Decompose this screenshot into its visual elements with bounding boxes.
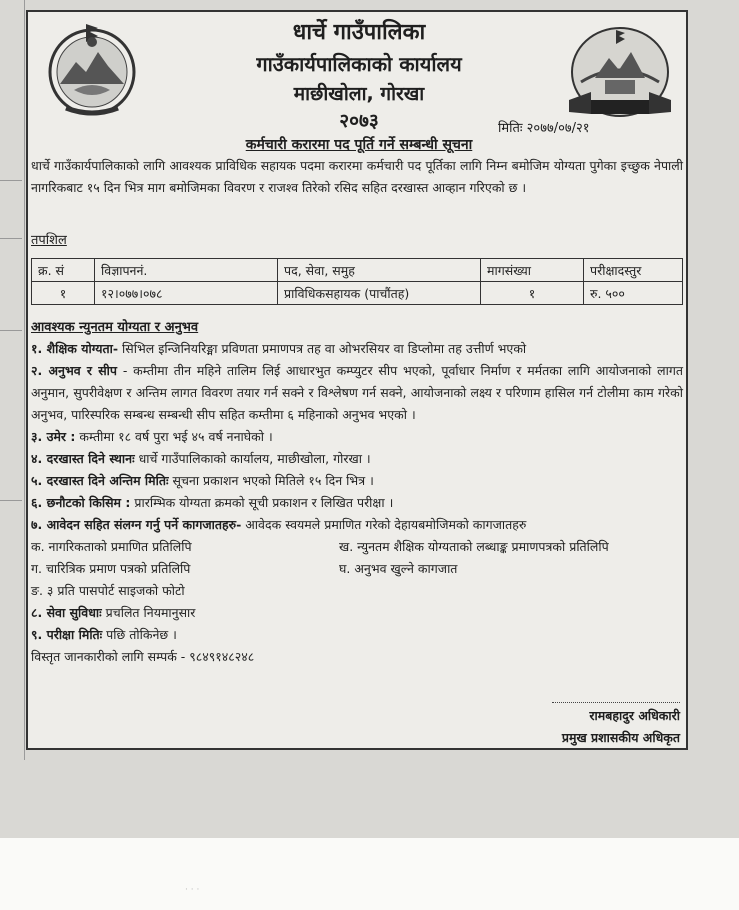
document-item: ङ. ३ प्रति पासपोर्ट साइजको फोटो	[31, 583, 185, 598]
table-cell: रु. ५००	[584, 282, 683, 305]
item-label: ७. आवेदन सहित संलग्न गर्नु पर्ने कागजातहरु-	[31, 517, 242, 532]
item-text: - कम्तीमा तीन महिने तालिम लिई आधारभुत कम्प्युटर सीप भएको, पूर्वाधार निर्माण र मर्मतका लागि आयोजनाको लागत अनुमान, सुपरीवेक्षण र अन्तिम लागत विवरण तयार गर्न सक्ने र विश्लेषण गर्न सक्ने, आयोजनाको लक्ष्य र परिणाम हासिल गर्न टोलीमा काम गरेको अनुभव, पारिस्परिक सम्बन्ध सम्बन्धी सीप सहित कम्तीमा ६ महिनाको अनुभव भएको ।	[31, 363, 683, 422]
table-header-row	[32, 259, 683, 282]
list-item	[31, 338, 683, 360]
item-label: १. शैक्षिक योग्यता-	[31, 341, 119, 356]
item-text: प्रारम्भिक योग्यता क्रमको सूची प्रकाशन र लिखित परीक्षा ।	[130, 495, 394, 510]
office-address: माछीखोला, गोरखा	[293, 83, 425, 105]
item-label: ८. सेवा सुविधाः	[31, 605, 102, 620]
item-text: कम्तीमा १८ वर्ष पुरा भई ४५ वर्ष ननाघेको ।	[75, 429, 273, 444]
list-item	[31, 624, 683, 646]
table-cell: १	[481, 282, 584, 305]
qualification-section-title: आवश्यक न्युनतम योग्यता र अनुभव	[31, 320, 199, 335]
established-year: २०७३	[339, 110, 379, 132]
item-label: ९. परीक्षा मितिः	[31, 627, 103, 642]
item-label: ३. उमेर :	[31, 429, 76, 444]
signatory-title: प्रमुख प्रशासकीय अधिकृत	[561, 730, 680, 745]
intro-paragraph: धार्चे गाउँकार्यपालिकाको लागि आवश्यक प्राविधिक सहायक पदमा करारमा कर्मचारी पद पूर्तिका लागि निम्न बमोजिम योग्यता पुगेका इच्छुक नेपाली नागरिकबाट १५ दिन भित्र माग बमोजिमका विवरण र राजश्व तिरेको रसिद सहित दरखास्त आव्हान गरिएको छ ।	[31, 158, 683, 195]
scan-noise: · · ·	[185, 885, 200, 895]
list-item	[31, 492, 683, 514]
item-text: पछि तोकिनेछ ।	[102, 627, 177, 642]
item-text: आवेदक स्वयमले प्रमाणित गरेको देहायबमोजिमको कागजातहरु	[241, 517, 527, 532]
list-item	[31, 602, 683, 624]
list-item	[31, 448, 683, 470]
office-name: गाउँकार्यपालिकाको कार्यालय	[256, 52, 462, 76]
list-item	[31, 470, 683, 492]
table-cell: प्राविधिकसहायक (पाचौंतह)	[278, 282, 481, 305]
item-label: ४. दरखास्त दिने स्थानः	[31, 451, 135, 466]
list-item	[31, 360, 683, 426]
signature-line	[552, 702, 680, 703]
signature-block	[508, 702, 680, 749]
municipality-name: धार्चे गाउँपालिका	[292, 20, 426, 45]
vacancy-table	[31, 258, 683, 305]
notice-subject: कर्मचारी करारमा पद पूर्ति गर्ने सम्बन्धी सूचना	[245, 137, 473, 153]
document-row	[31, 558, 683, 580]
document-item: ग. चारित्रिक प्रमाण पत्रको प्रतिलिपि	[31, 561, 191, 576]
item-label: ६. छनौटको किसिम :	[31, 495, 131, 510]
list-item	[31, 426, 683, 448]
table-header: विज्ञापननं.	[95, 259, 278, 282]
item-text: सूचना प्रकाशन भएको मितिले १५ दिन भित्र ।	[168, 473, 374, 488]
requirements-list	[31, 338, 683, 668]
table-row	[32, 282, 683, 305]
document-row	[31, 536, 683, 558]
item-label: ५. दरखास्त दिने अन्तिम मितिः	[31, 473, 169, 488]
table-header: परीक्षादस्तुर	[584, 259, 683, 282]
contact-line: विस्तृत जानकारीको लागि सम्पर्क - ९८४९१४८२४८	[31, 649, 255, 664]
document-item: ख. न्युनतम शैक्षिक योग्यताको लब्धाङ्क प्रमाणपत्रको प्रतिलिपि	[339, 539, 609, 554]
document-item: क. नागरिकताको प्रमाणित प्रतिलिपि	[31, 539, 192, 554]
table-cell: १	[32, 282, 95, 305]
item-label: २. अनुभव र सीप	[31, 363, 117, 378]
adjacent-page-margin	[0, 0, 25, 760]
signatory-name: रामबहादुर अधिकारी	[589, 708, 680, 723]
item-text: धार्चे गाउँपालिकाको कार्यालय, माछीखोला, गोरखा ।	[134, 451, 371, 466]
item-text: सिभिल इन्जिनियरिङ्मा प्रविणता प्रमाणपत्र तह वा ओभरसियर वा डिप्लोमा तह उत्तीर्ण भएको	[118, 341, 527, 356]
notice-date: मितिः २०७७/०७/२१	[498, 121, 590, 136]
table-cell: १२।०७७।०७८	[95, 282, 278, 305]
details-label: तपशिल	[31, 233, 67, 248]
list-item	[31, 514, 683, 536]
table-header: पद, सेवा, समुह	[278, 259, 481, 282]
item-text: प्रचलित नियमानुसार	[101, 605, 196, 620]
document-item: घ. अनुभव खुल्ने कागजात	[339, 561, 458, 576]
table-header: मागसंख्या	[481, 259, 584, 282]
vacancy-notice	[26, 10, 688, 750]
table-header: क्र. सं	[32, 259, 95, 282]
